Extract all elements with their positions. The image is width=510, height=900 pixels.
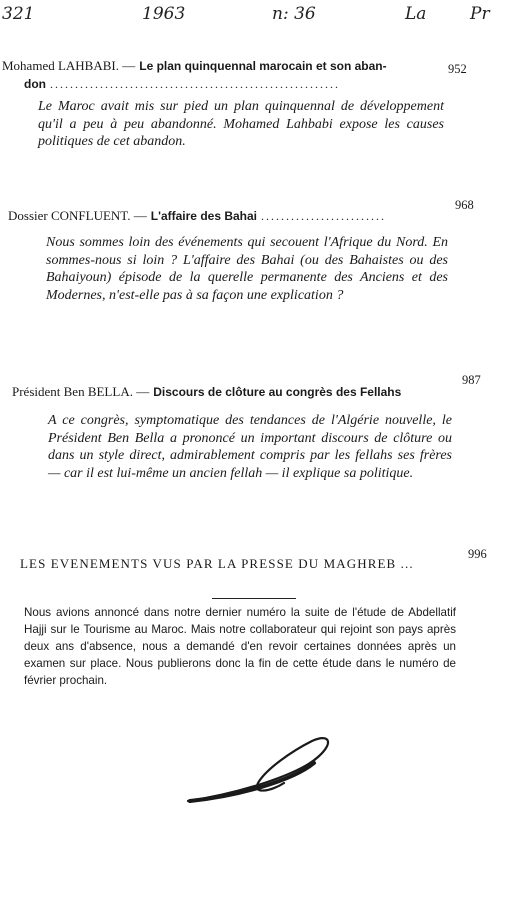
divider [212, 598, 296, 599]
entry-abstract: Le Maroc avait mis sur pied un plan quinquennal de développement qu'il a peu à peu abandonné. Mohamed Lahbabi expose les causes politiques de cet abandon. [38, 99, 444, 149]
leader-dots: .......................................................... [50, 77, 340, 91]
handwritten-annotation: 321 [2, 4, 35, 24]
entry-title: Le plan quinquennal marocain et son aban- [139, 59, 387, 73]
decorative-flourish [180, 735, 350, 810]
handwritten-annotation: La [405, 4, 427, 24]
page-number: 952 [448, 62, 467, 76]
editorial-note: Nous avions annoncé dans notre dernier numéro la suite de l'étude de Abdellatif Hajji sur le Tourisme au Maroc. Mais notre collaborateur qui rejoint son pays après deux ans d'absence, nous a demandé d'en revoir certaines données après un examen sur place. Nous publierons donc la fin de cette étude dans le numéro de février prochain. [24, 606, 456, 687]
page-number: 987 [462, 373, 481, 387]
entry-author: Dossier CONFLUENT. — [8, 208, 147, 223]
entry-author: Mohamed LAHBABI. — [2, 58, 136, 73]
handwritten-annotation: n: 36 [272, 4, 316, 24]
handwritten-annotation: Pr [470, 4, 490, 24]
entry-abstract: A ce congrès, symptomatique des tendances de l'Algérie nouvelle, le Président Ben Bella a prononcé un important discours de clôture ou dans un style direct, admirablement compris par les fellahs ses frères — car il est lui-même un ancien fellah — il explique sa politique. [48, 413, 452, 481]
leader-dots: ......................... [261, 209, 387, 223]
page-number: 996 [468, 547, 487, 561]
entry-title: Discours de clôture au congrès des Fellahs [153, 385, 402, 399]
entry-title-continuation: don [24, 77, 46, 91]
entry-author: Président Ben BELLA. — [12, 384, 150, 399]
entry-abstract: Nous sommes loin des événements qui secouent l'Afrique du Nord. En sommes-nous si loin ? L'affaire des Bahai (ou des Bahaistes ou des Bahaiyoun) épisode de la querelle permanente des Anciens et des Modernes, n'est-elle pas à sa façon une explication ? [46, 235, 448, 303]
page-number: 968 [455, 198, 474, 212]
entry-title: L'affaire des Bahai [150, 209, 258, 223]
section-title: LES EVENEMENTS VUS PAR LA PRESSE DU MAGHREB ... [20, 556, 414, 571]
handwritten-annotation: 1963 [142, 4, 186, 24]
